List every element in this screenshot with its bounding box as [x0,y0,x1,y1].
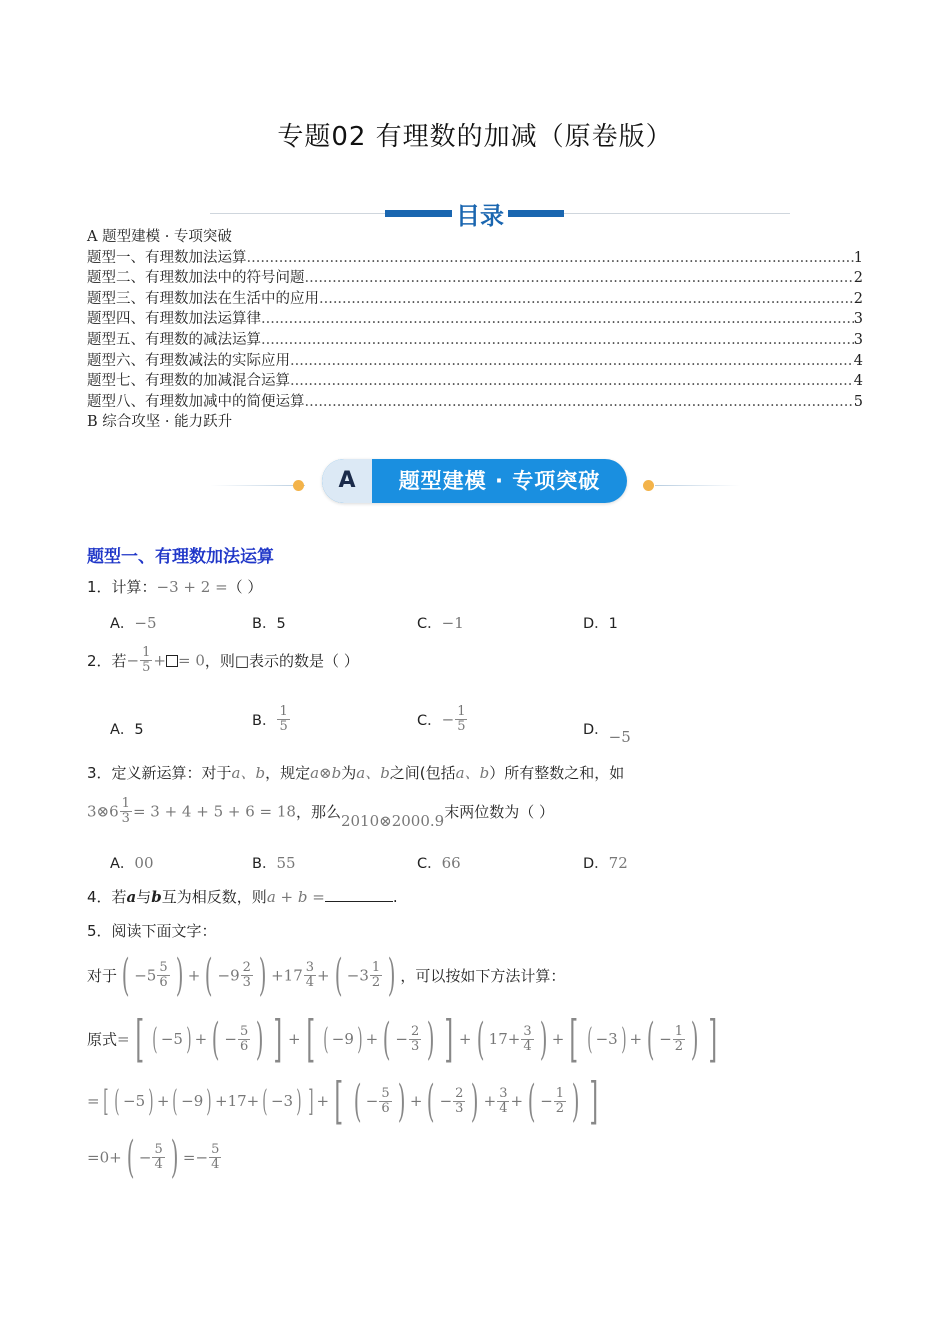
q3-option-c[interactable]: C．66 [417,854,461,872]
fraction: $\frac{1}{5}$ [457,704,466,734]
q3-option-a[interactable]: A．00 [110,854,154,872]
question-2: 2．若− $\frac{1}{5}$ + = 0，则□表示的数是（ ） [87,645,359,675]
toc-heading: 目录 [456,202,504,230]
q3-option-b[interactable]: B．55 [252,854,296,872]
toc-item[interactable]: 题型四、有理数加法运算律 ..... 3 [87,309,863,330]
q1-option-a[interactable]: A．−5 [110,614,157,632]
question-5: 5．阅读下面文字： [87,922,217,940]
q3-option-d[interactable]: D．72 [583,854,628,872]
banner-pill [322,459,627,503]
question-1: 1．计算：−3 + 2 =（ ） [87,578,263,596]
q1-option-d[interactable]: D．1 [583,616,618,632]
toc-part-a[interactable]: A 题型建模 · 专项突破 [87,229,232,245]
fraction: $\frac{1}{5}$ [279,704,288,734]
q2-option-b[interactable]: B． $\frac{1}{5}$ [252,704,288,734]
question-4: 4．若a与b互为相反数，则a + b = . [87,888,398,906]
fraction: $\frac{1}{3}$ [121,796,130,826]
toc-item[interactable]: 题型七、有理数的加减混合运算 ..... 4 [87,371,863,392]
banner-letter: A [322,459,372,503]
toc-item[interactable]: 题型六、有理数减法的实际应用 ..... 4 [87,351,863,372]
toc-item[interactable]: 题型一、有理数加法运算 ..... 1 [87,248,863,269]
banner-dot-left [293,480,304,491]
section-title: 题型一、有理数加法运算 [87,547,274,567]
q2-option-a[interactable]: A．5 [110,722,144,738]
q5-step-1: 原式= [ ( −5 ) + ( − $\frac{5}{6}$ ) ] + [ ( −9 ) + ( − $\frac{2}{3}$ ) ] + ( 17+ $\frac{3}{4}$ ) + [ ( −3 ) + ( − $\frac{1}{2}$ ) ] [87,1010,718,1068]
table-of-contents [87,227,863,433]
banner-text: 题型建模 · 专项突破 [398,469,601,493]
placeholder-box [166,655,178,667]
toc-part-b[interactable]: B 综合攻坚 · 能力跃升 [87,414,233,431]
banner-dot-right [643,480,654,491]
toc-header-bar-left [385,210,452,217]
banner-line-left [210,485,305,486]
banner-line-right [655,485,740,486]
question-3-example: 3⊗6 $\frac{1}{3}$ = 3 + 4 + 5 + 6 = 18，那么2010⊗2000.9末两位数为（ ） [87,796,554,830]
toc-header-line-left [210,213,385,214]
question-3: 3．定义新运算：对于a、b，规定a⊗b为a、b之间(包括a、b）所有整数之和，如 [87,764,625,782]
q1-option-c[interactable]: C．−1 [417,614,464,632]
q5-given-expression: 对于 ( −5 $\frac{5}{6}$ ) + ( −9 $\frac{2}{3}$ ) +17 $\frac{3}{4}$ + ( −3 $\frac{1}{2}$ ) ，可以按如下方法计算： [87,950,566,1001]
answer-blank[interactable] [325,887,393,902]
toc-item[interactable]: 题型五、有理数的减法运算 ..... 3 [87,330,863,351]
fraction: $\frac{1}{5}$ [142,645,151,675]
toc-item[interactable]: 题型二、有理数加法中的符号问题 ..... 2 [87,268,863,289]
q1-option-b[interactable]: B．5 [252,616,286,632]
toc-header-bar-right [508,210,564,217]
section-banner [200,458,750,508]
toc-header-line-right [564,213,790,214]
q2-option-c[interactable]: C．− $\frac{1}{5}$ [417,704,466,734]
toc-item[interactable]: 题型八、有理数加减中的简便运算 ..... 5 [87,392,863,413]
q2-option-d[interactable]: D．−5 [583,722,631,746]
q5-step-2: = [ ( −5 ) + ( −9 ) +17+ ( −3 ) ] + [ ( − $\frac{5}{6}$ ) + ( − $\frac{2}{3}$ ) + $\frac{3}{4}$ + ( − $\frac{1}{2}$ ) ] [87,1072,599,1130]
toc-item[interactable]: 题型三、有理数加法在生活中的应用 ..... 2 [87,289,863,310]
q5-step-3: =0+ ( − $\frac{5}{4}$ ) =− $\frac{5}{4}$ [87,1132,220,1183]
page-title: 专题02 有理数的加减（原卷版） [277,122,673,152]
